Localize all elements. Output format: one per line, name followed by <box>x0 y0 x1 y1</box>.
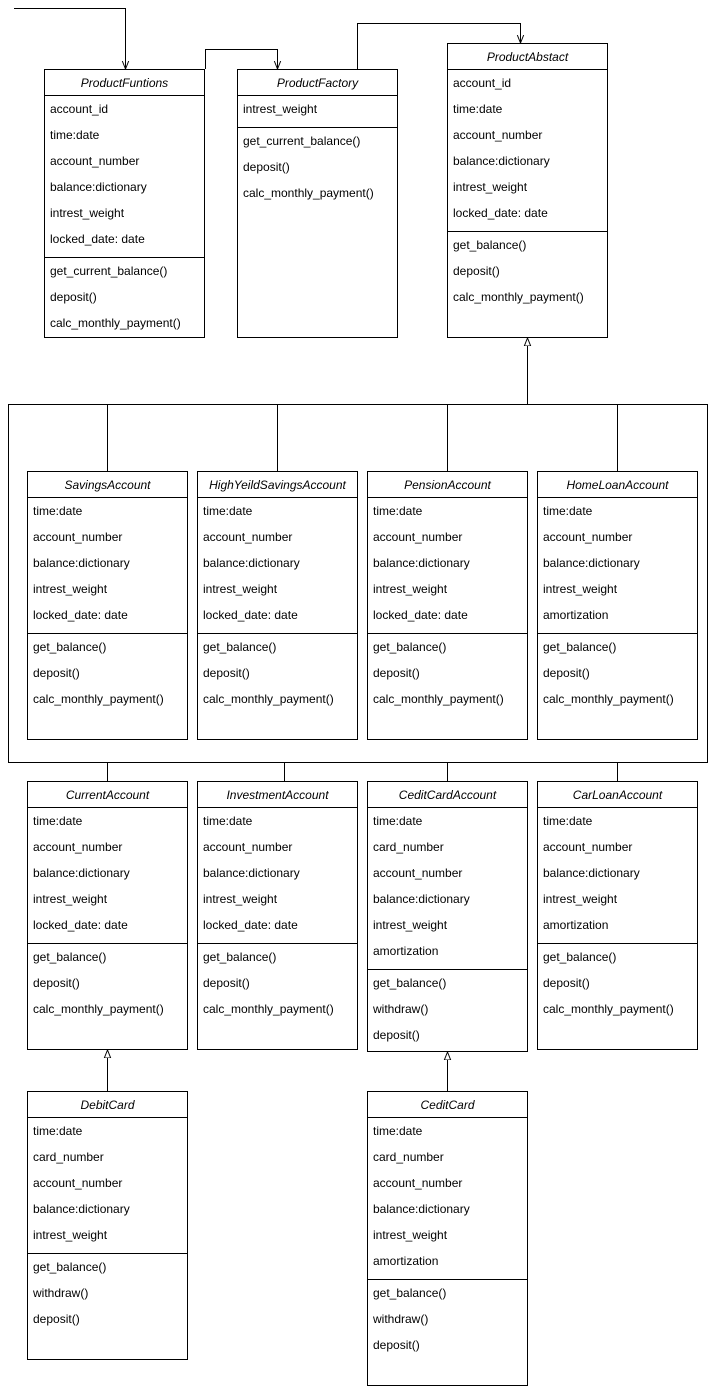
attribute: account_number <box>33 840 123 854</box>
attribute: intrest_weight <box>203 892 278 906</box>
attribute: locked_date: date <box>203 918 298 932</box>
attribute: time:date <box>543 814 593 828</box>
method: get_current_balance() <box>50 264 168 278</box>
attribute: account_number <box>373 1176 463 1190</box>
method-list <box>368 969 527 1048</box>
attribute: intrest_weight <box>543 892 618 906</box>
association-into-product-funtions[interactable] <box>14 9 126 70</box>
attribute: balance:dictionary <box>203 556 300 570</box>
attribute: balance:dictionary <box>373 1202 470 1216</box>
attribute: locked_date: date <box>33 608 128 622</box>
method: get_balance() <box>543 640 617 654</box>
attribute: intrest_weight <box>203 582 278 596</box>
attribute: balance:dictionary <box>453 154 550 168</box>
method: deposit() <box>373 1338 420 1352</box>
attribute-list <box>368 498 527 633</box>
method: calc_monthly_payment() <box>543 692 674 706</box>
class-cedit-card[interactable] <box>367 1091 528 1386</box>
attribute: locked_date: date <box>453 206 548 220</box>
attribute: card_number <box>33 1150 104 1164</box>
method: get_balance() <box>543 950 617 964</box>
attribute: time:date <box>203 814 253 828</box>
method: get_balance() <box>373 640 447 654</box>
class-title: PensionAccount <box>368 472 527 498</box>
class-product-factory[interactable] <box>237 69 398 338</box>
attribute: intrest_weight <box>373 1228 448 1242</box>
method: get_balance() <box>373 976 447 990</box>
attribute: account_number <box>373 866 463 880</box>
method: get_balance() <box>33 950 107 964</box>
method: calc_monthly_payment() <box>203 1002 334 1016</box>
class-title: CeditCard <box>368 1092 527 1118</box>
method: deposit() <box>203 666 250 680</box>
method: deposit() <box>543 666 590 680</box>
method: calc_monthly_payment() <box>50 316 181 330</box>
attribute: intrest_weight <box>243 102 318 116</box>
attribute: account_number <box>543 840 633 854</box>
method-list <box>368 1279 527 1358</box>
method: deposit() <box>373 1028 420 1042</box>
attribute: card_number <box>373 840 444 854</box>
attribute-list <box>28 808 187 943</box>
class-title: CeditCardAccount <box>368 782 527 808</box>
class-high-yeild-savings-account[interactable] <box>197 471 358 740</box>
method: get_balance() <box>203 640 277 654</box>
method: calc_monthly_payment() <box>373 692 504 706</box>
method: deposit() <box>33 1312 80 1326</box>
attribute: account_number <box>33 530 123 544</box>
method-list <box>538 633 697 712</box>
class-title: ProductAbstact <box>448 44 607 70</box>
method: get_balance() <box>33 1260 107 1274</box>
attribute: amortization <box>373 944 439 958</box>
class-home-loan-account[interactable] <box>537 471 698 740</box>
attribute-list <box>198 498 357 633</box>
class-title: DebitCard <box>28 1092 187 1118</box>
class-product-abstact[interactable] <box>447 43 608 338</box>
attribute: locked_date: date <box>203 608 298 622</box>
method-list <box>45 257 204 336</box>
method: calc_monthly_payment() <box>543 1002 674 1016</box>
association-funtions-to-factory[interactable] <box>206 50 278 70</box>
attribute: locked_date: date <box>50 232 145 246</box>
attribute: time:date <box>373 814 423 828</box>
attribute: balance:dictionary <box>373 556 470 570</box>
method-list <box>448 231 607 310</box>
attribute: time:date <box>33 1124 83 1138</box>
attribute: time:date <box>33 814 83 828</box>
method: calc_monthly_payment() <box>453 290 584 304</box>
class-title: InvestmentAccount <box>198 782 357 808</box>
class-investment-account[interactable] <box>197 781 358 1050</box>
attribute: balance:dictionary <box>203 866 300 880</box>
attribute: account_id <box>50 102 109 116</box>
attribute: card_number <box>373 1150 444 1164</box>
method-list <box>538 943 697 1022</box>
attribute: locked_date: date <box>33 918 128 932</box>
attribute: intrest_weight <box>373 582 448 596</box>
attribute: account_number <box>33 1176 123 1190</box>
method: calc_monthly_payment() <box>203 692 334 706</box>
attribute: balance:dictionary <box>33 556 130 570</box>
attribute: amortization <box>373 1254 439 1268</box>
method: calc_monthly_payment() <box>33 1002 164 1016</box>
attribute: intrest_weight <box>543 582 618 596</box>
method: calc_monthly_payment() <box>243 186 374 200</box>
class-title: CarLoanAccount <box>538 782 697 808</box>
class-title: SavingsAccount <box>28 472 187 498</box>
method-list <box>28 633 187 712</box>
attribute-list <box>45 96 204 257</box>
method-list <box>198 943 357 1022</box>
class-pension-account[interactable] <box>367 471 528 740</box>
attribute-list <box>238 96 397 127</box>
method: deposit() <box>243 160 290 174</box>
method-list <box>198 633 357 712</box>
method: deposit() <box>50 290 97 304</box>
class-savings-account[interactable] <box>27 471 188 740</box>
class-current-account[interactable] <box>27 781 188 1050</box>
attribute-list <box>538 498 697 633</box>
attribute-list <box>368 1118 527 1279</box>
method-list <box>368 633 527 712</box>
attribute-list <box>28 1118 187 1253</box>
method: get_current_balance() <box>243 134 361 148</box>
attribute: account_number <box>453 128 543 142</box>
attribute: account_number <box>50 154 140 168</box>
class-title: ProductFactory <box>238 70 397 96</box>
attribute-list <box>368 808 527 969</box>
method: get_balance() <box>453 238 527 252</box>
class-car-loan-account[interactable] <box>537 781 698 1050</box>
attribute-list <box>538 808 697 943</box>
attribute: balance:dictionary <box>543 866 640 880</box>
class-title: CurrentAccount <box>28 782 187 808</box>
attribute: account_number <box>203 530 293 544</box>
attribute: intrest_weight <box>33 892 108 906</box>
class-title: HighYeildSavingsAccount <box>198 472 357 498</box>
attribute: account_number <box>373 530 463 544</box>
class-cedit-card-account[interactable] <box>367 781 528 1052</box>
attribute: balance:dictionary <box>373 892 470 906</box>
method-list <box>238 127 397 206</box>
attribute: time:date <box>33 504 83 518</box>
attribute: time:date <box>373 504 423 518</box>
attribute: account_id <box>453 76 512 90</box>
attribute: intrest_weight <box>453 180 528 194</box>
method-list <box>28 1253 187 1332</box>
attribute: account_number <box>543 530 633 544</box>
method: calc_monthly_payment() <box>33 692 164 706</box>
method: deposit() <box>453 264 500 278</box>
attribute-list <box>448 70 607 231</box>
method: withdraw() <box>373 1002 429 1016</box>
attribute: balance:dictionary <box>33 1202 130 1216</box>
class-product-funtions[interactable] <box>44 69 205 338</box>
attribute: intrest_weight <box>50 206 125 220</box>
attribute: balance:dictionary <box>50 180 147 194</box>
method: get_balance() <box>33 640 107 654</box>
attribute-list <box>198 808 357 943</box>
attribute: time:date <box>50 128 100 142</box>
method: withdraw() <box>33 1286 89 1300</box>
method: withdraw() <box>373 1312 429 1326</box>
attribute: intrest_weight <box>373 918 448 932</box>
class-title: ProductFuntions <box>45 70 204 96</box>
attribute: balance:dictionary <box>543 556 640 570</box>
attribute: locked_date: date <box>373 608 468 622</box>
method: deposit() <box>543 976 590 990</box>
method: deposit() <box>33 976 80 990</box>
attribute: amortization <box>543 608 609 622</box>
attribute: amortization <box>543 918 609 932</box>
class-title: HomeLoanAccount <box>538 472 697 498</box>
attribute: time:date <box>203 504 253 518</box>
attribute: intrest_weight <box>33 1228 108 1242</box>
method: get_balance() <box>373 1286 447 1300</box>
method-list <box>28 943 187 1022</box>
attribute: balance:dictionary <box>33 866 130 880</box>
method: deposit() <box>203 976 250 990</box>
attribute: intrest_weight <box>33 582 108 596</box>
attribute: account_number <box>203 840 293 854</box>
method: deposit() <box>33 666 80 680</box>
attribute-list <box>28 498 187 633</box>
attribute: time:date <box>453 102 503 116</box>
method: deposit() <box>373 666 420 680</box>
attribute: time:date <box>543 504 593 518</box>
class-debit-card[interactable] <box>27 1091 188 1360</box>
attribute: time:date <box>373 1124 423 1138</box>
method: get_balance() <box>203 950 277 964</box>
